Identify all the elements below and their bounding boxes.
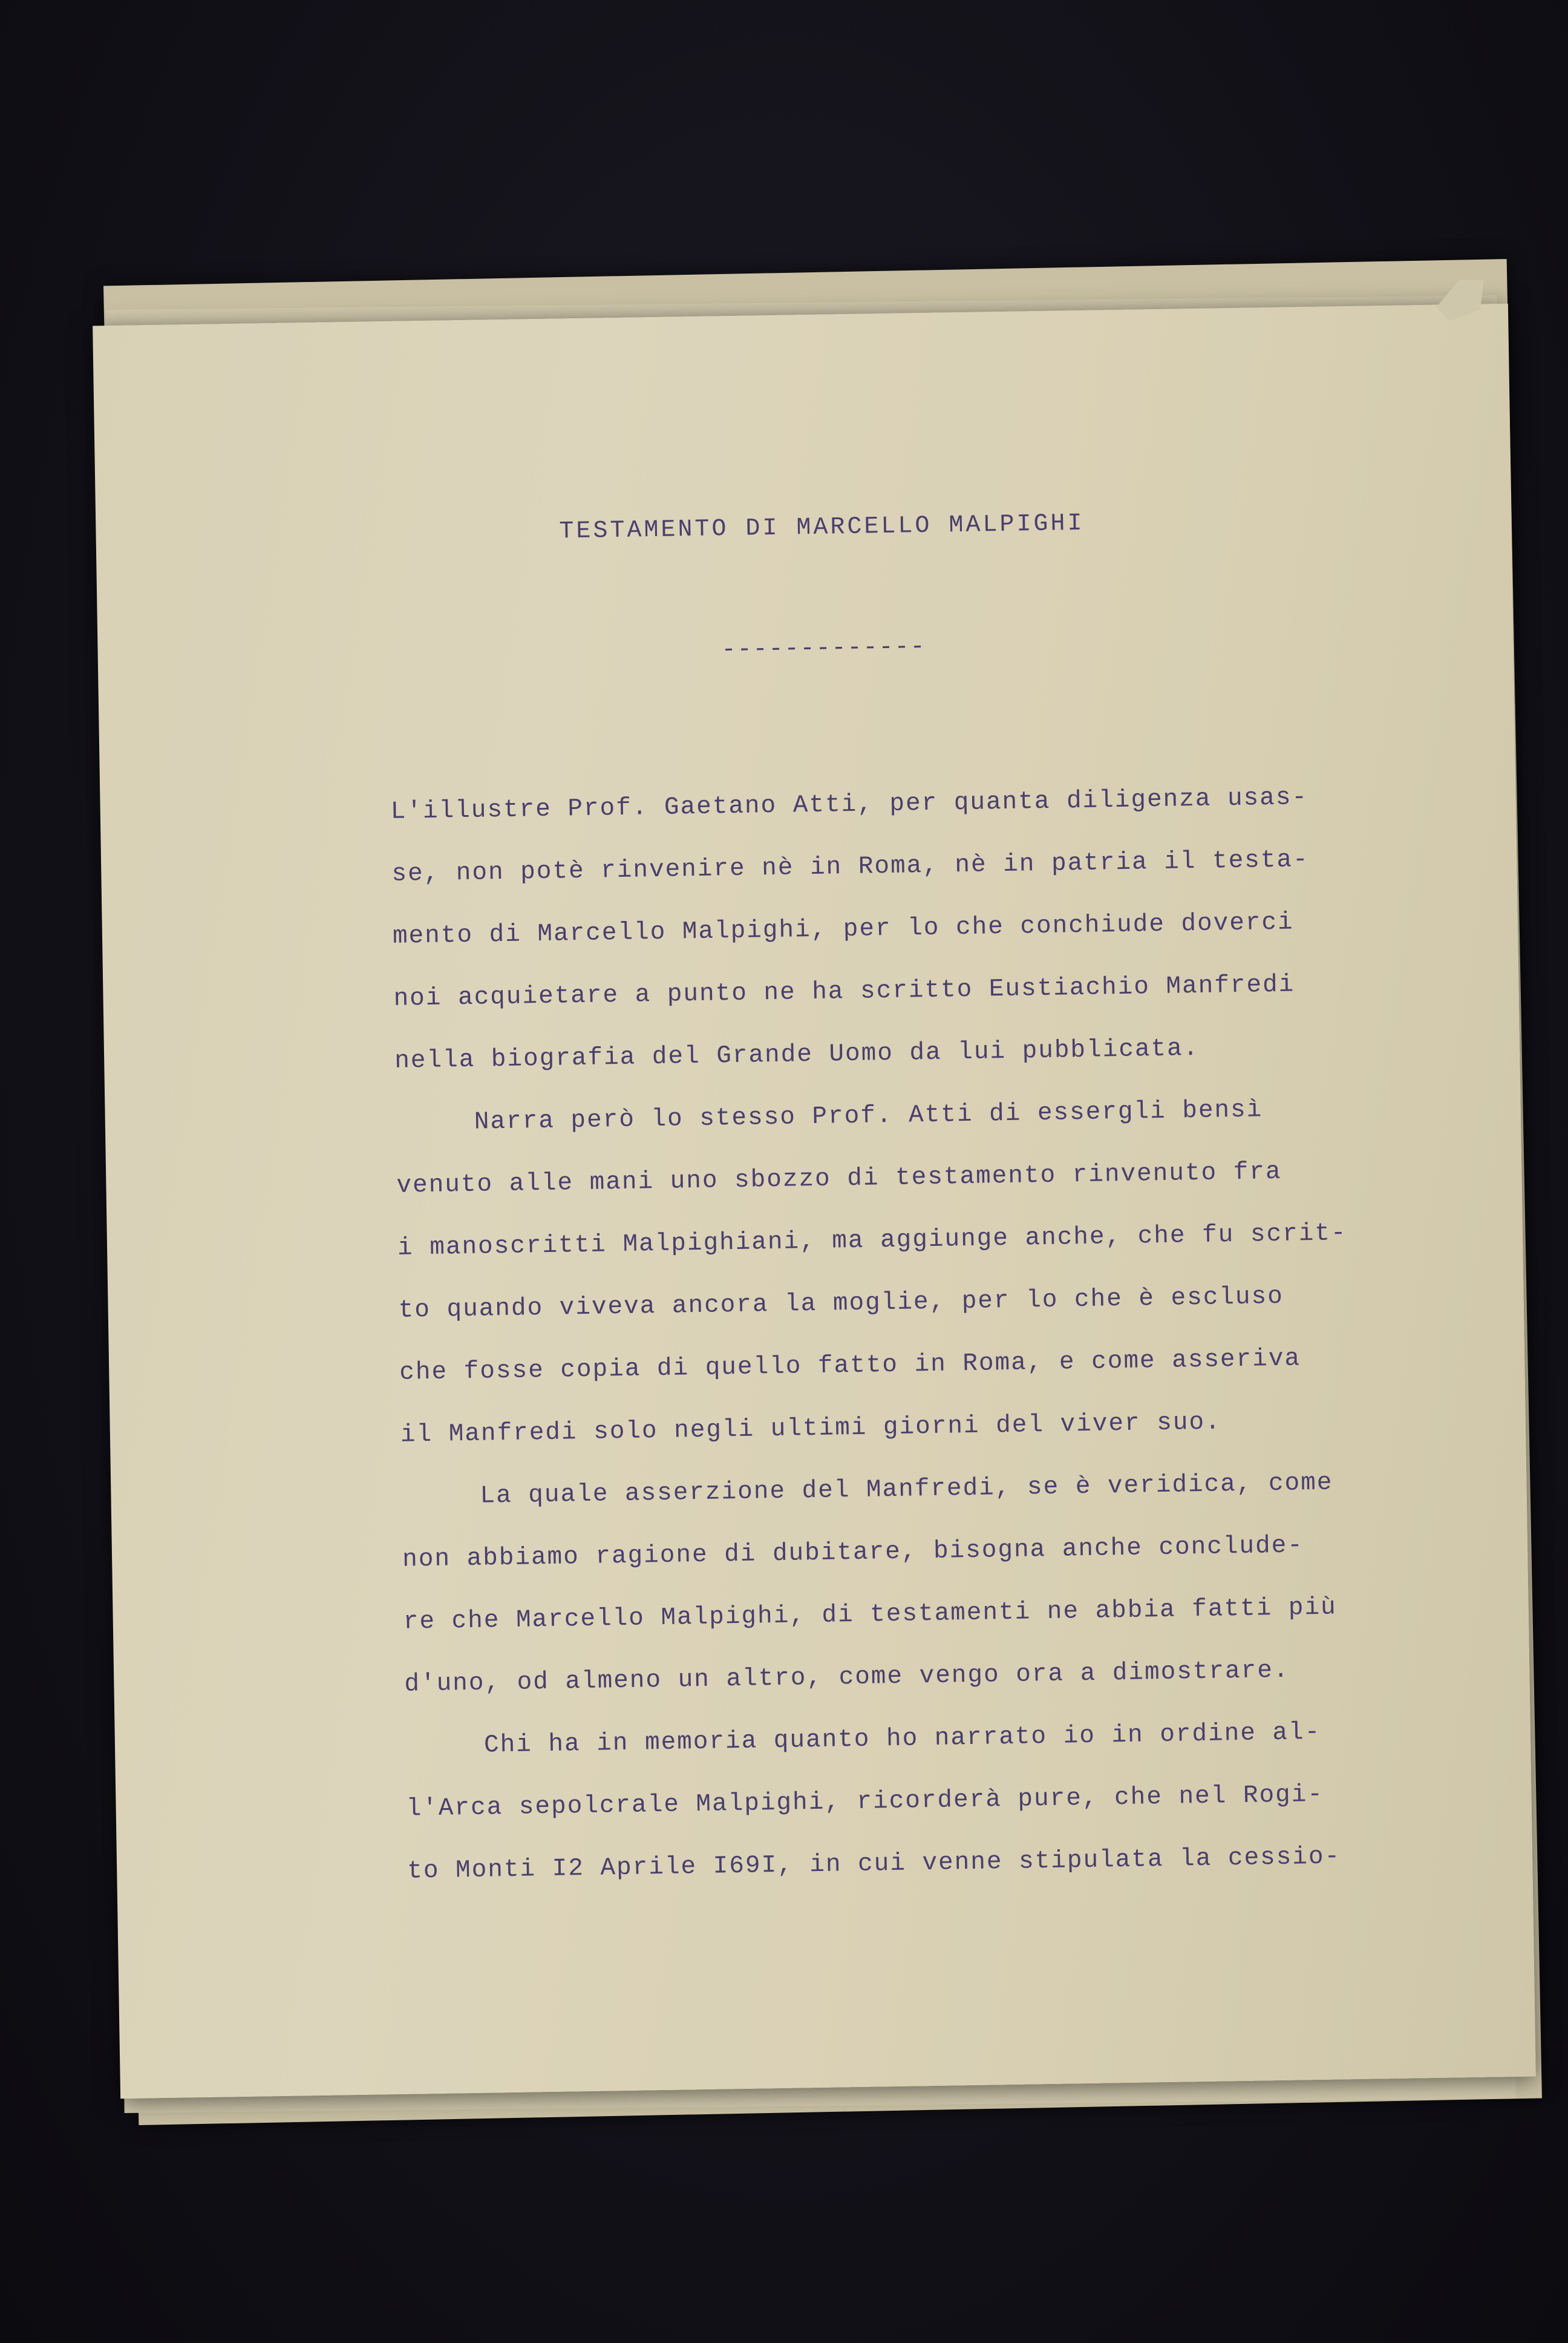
text-line: noi acquietare a punto ne ha scritto Eustiachio Manfredi [393,971,1295,1013]
text-line: L'illustre Prof. Gaetano Atti, per quanta diligenza usas- [390,784,1308,826]
text-line: se, non potè rinvenire nè in Roma, nè in patria il testa- [391,846,1310,888]
document-body [390,766,1357,1902]
text-line: to Monti I2 Aprile I69I, in cui venne stipulata la cessio- [407,1843,1341,1886]
text-line: il Manfredi solo negli ultimi giorni del viver suo. [400,1408,1221,1449]
text-line: to quando viveva ancora la moglie, per lo che è escluso [398,1282,1284,1325]
text-line: mento di Marcello Malpighi, per lo che conchiude doverci [392,908,1295,951]
text-line: non abbiamo ragione di dubitare, bisogna anche conclude- [402,1532,1304,1574]
text-line: l'Arca sepolcrale Malpighi, ricorderà pure, che nel Rogi- [406,1780,1324,1823]
text-line: d'uno, od almeno un altro, come vengo ora a dimostrare. [404,1656,1290,1699]
text-line: i manoscritti Malpighiani, ma aggiunge anche, che fu scrit- [397,1219,1347,1262]
text-line: Narra però lo stesso Prof. Atti di essergli bensì [474,1096,1263,1136]
text-line: venuto alle mani uno sbozzo di testamento rinvenuto fra [396,1158,1282,1200]
text-line: nella biografia del Grande Uomo da lui pubblicata. [394,1034,1200,1075]
text-line: re che Marcello Malpighi, di testamenti ne abbia fatti più [403,1593,1338,1636]
title-divider: ------------- [721,633,927,664]
text-line: Chi ha in memoria quanto ho narrato io in ordine al- [483,1718,1321,1760]
text-line: La quale asserzione del Manfredi, se è veridica, come [480,1469,1333,1510]
document-title: TESTAMENTO DI MARCELLO MALPIGHI [559,510,1085,546]
text-line: che fosse copia di quello fatto in Roma, e come asseriva [399,1345,1301,1387]
typewritten-page [93,304,1536,2099]
